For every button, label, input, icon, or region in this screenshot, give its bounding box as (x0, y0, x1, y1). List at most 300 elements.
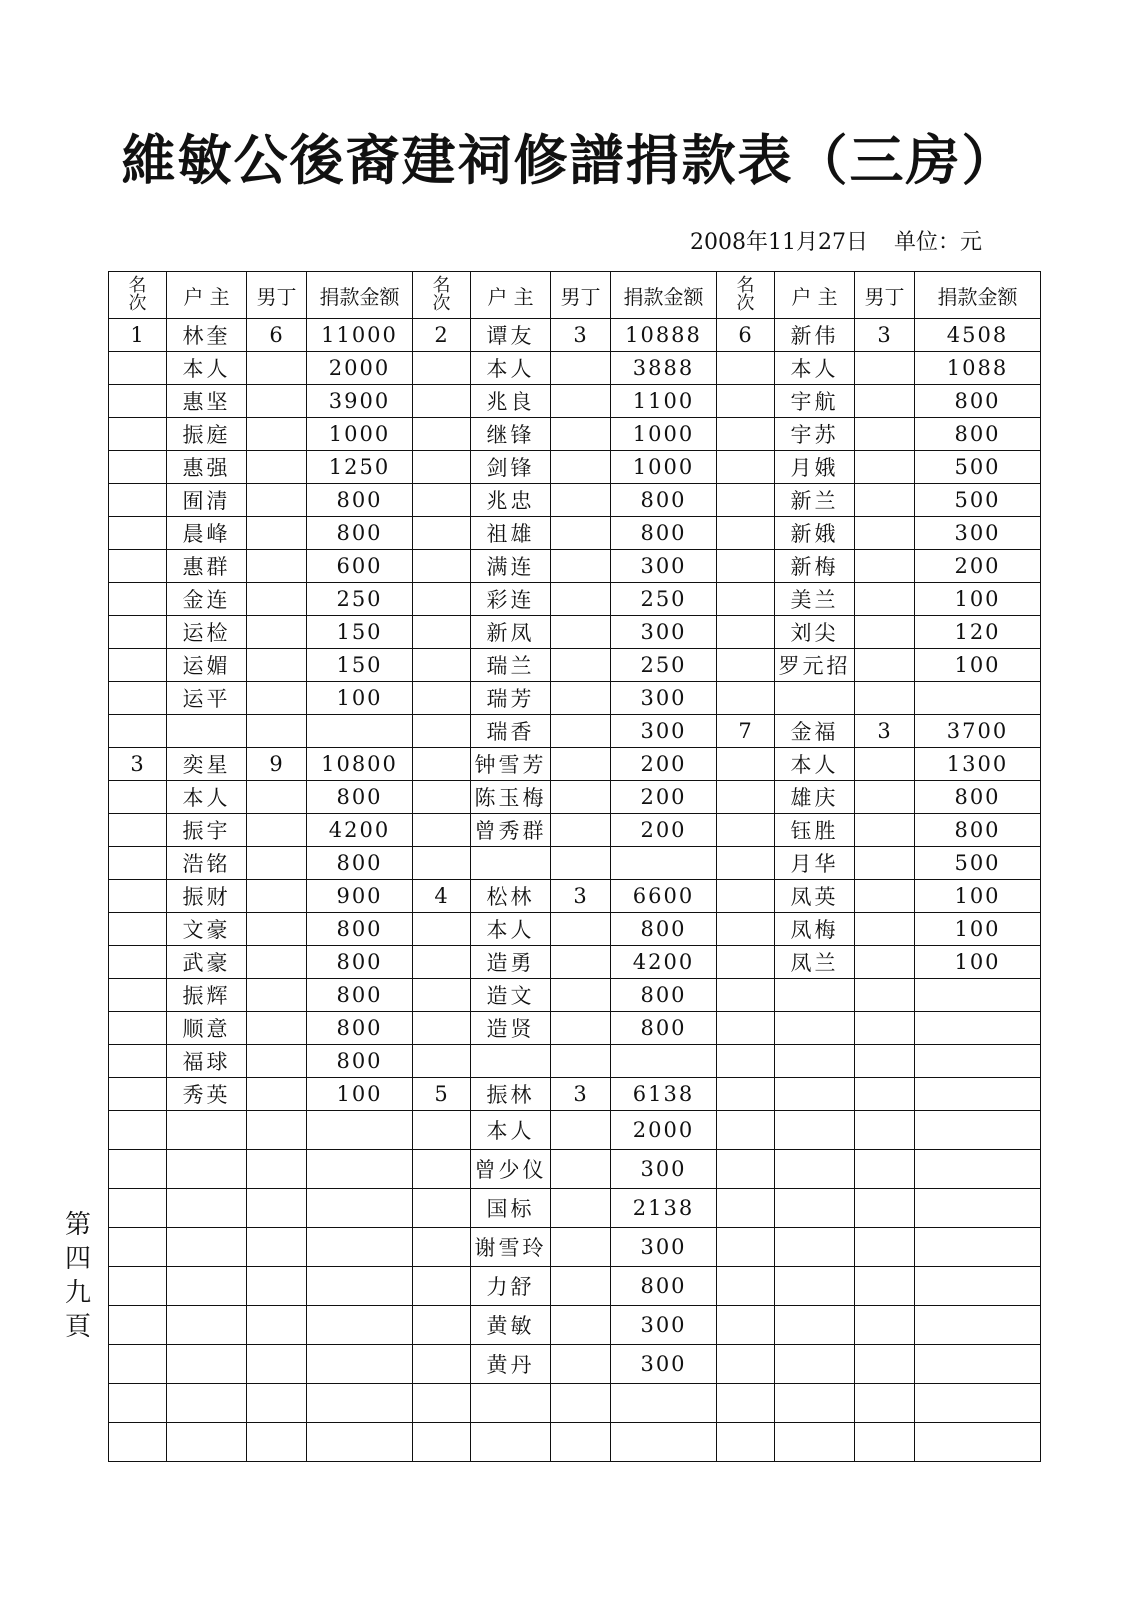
sons-cell (247, 418, 307, 451)
householder-cell: 本人 (471, 913, 551, 946)
rank-cell (413, 1306, 471, 1345)
amount-cell: 800 (611, 979, 717, 1012)
sons-cell (855, 418, 915, 451)
householder-cell: 美兰 (775, 583, 855, 616)
amount-cell (915, 1045, 1041, 1078)
sons-cell (247, 1306, 307, 1345)
sons-cell (855, 1267, 915, 1306)
amount-cell (307, 1111, 413, 1150)
householder-cell: 顺意 (167, 1012, 247, 1045)
rank-cell (717, 880, 775, 913)
amount-cell: 500 (915, 451, 1041, 484)
householder-cell: 黄敏 (471, 1306, 551, 1345)
rank-cell (717, 1345, 775, 1384)
sons-cell (247, 352, 307, 385)
table-row (109, 1384, 1041, 1423)
rank-cell (413, 1150, 471, 1189)
amount-cell: 1000 (611, 451, 717, 484)
sons-cell (551, 748, 611, 781)
householder-cell: 刘尖 (775, 616, 855, 649)
householder-cell (775, 1267, 855, 1306)
amount-cell: 1088 (915, 352, 1041, 385)
rank-cell (717, 1111, 775, 1150)
rank-cell (413, 1111, 471, 1150)
table-row (109, 583, 1041, 616)
sons-cell (551, 1111, 611, 1150)
rank-cell (413, 1228, 471, 1267)
amount-cell: 300 (611, 616, 717, 649)
householder-cell (167, 715, 247, 748)
householder-cell (775, 1111, 855, 1150)
rank-cell (109, 1228, 167, 1267)
sons-cell (551, 385, 611, 418)
amount-cell: 100 (915, 946, 1041, 979)
sons-cell (855, 1150, 915, 1189)
rank-cell (413, 616, 471, 649)
sons-cell (855, 748, 915, 781)
amount-cell: 300 (611, 1345, 717, 1384)
sons-cell (247, 1267, 307, 1306)
rank-cell (717, 1078, 775, 1111)
amount-cell: 6600 (611, 880, 717, 913)
rank-cell (413, 1423, 471, 1462)
rank-cell (717, 1228, 775, 1267)
amount-cell: 4200 (611, 946, 717, 979)
sons-cell (247, 1345, 307, 1384)
table-row (109, 352, 1041, 385)
rank-cell (413, 1189, 471, 1228)
amount-cell: 2000 (307, 352, 413, 385)
table-row (109, 451, 1041, 484)
rank-cell (717, 682, 775, 715)
rank-cell (717, 1150, 775, 1189)
householder-cell (775, 1345, 855, 1384)
sons-cell (247, 550, 307, 583)
table-row (109, 1228, 1041, 1267)
amount-cell: 800 (307, 979, 413, 1012)
householder-cell (167, 1150, 247, 1189)
date-line (690, 225, 982, 256)
rank-cell: 2 (413, 319, 471, 352)
table-row (109, 385, 1041, 418)
sons-cell (247, 1423, 307, 1462)
rank-cell (109, 1012, 167, 1045)
householder-cell: 新梅 (775, 550, 855, 583)
amount-cell (915, 1384, 1041, 1423)
rank-cell (717, 1384, 775, 1423)
document-date: 2008年11月27日 (690, 230, 868, 255)
householder-cell: 本人 (167, 352, 247, 385)
table-row (109, 1012, 1041, 1045)
householder-cell (471, 1384, 551, 1423)
sons-cell (855, 814, 915, 847)
sons-cell (855, 880, 915, 913)
amount-cell: 3900 (307, 385, 413, 418)
sons-cell (855, 1189, 915, 1228)
amount-cell: 1100 (611, 385, 717, 418)
sons-cell (855, 1384, 915, 1423)
householder-cell: 造文 (471, 979, 551, 1012)
donation-table (108, 271, 1041, 1462)
rank-cell (413, 1345, 471, 1384)
sons-cell (855, 550, 915, 583)
document-title: 維敏公後裔建祠修譜捐款表（三房） (121, 129, 1018, 192)
householder-cell: 祖雄 (471, 517, 551, 550)
sons-cell (551, 517, 611, 550)
householder-cell: 浩铭 (167, 847, 247, 880)
amount-cell: 800 (611, 1267, 717, 1306)
amount-cell (611, 1045, 717, 1078)
amount-cell (307, 1423, 413, 1462)
rank-cell (717, 352, 775, 385)
amount-cell: 800 (307, 781, 413, 814)
sons-cell (855, 451, 915, 484)
rank-cell (413, 1267, 471, 1306)
amount-cell (307, 1345, 413, 1384)
sons-cell (247, 484, 307, 517)
sons-cell (551, 946, 611, 979)
rank-cell (717, 385, 775, 418)
householder-cell: 本人 (167, 781, 247, 814)
rank-cell (717, 913, 775, 946)
rank-cell (109, 517, 167, 550)
rank-cell (413, 847, 471, 880)
table-row (109, 319, 1041, 352)
householder-cell (471, 1423, 551, 1462)
sons-cell (551, 1045, 611, 1078)
sons-cell: 3 (551, 880, 611, 913)
rank-cell: 4 (413, 880, 471, 913)
householder-cell: 凤梅 (775, 913, 855, 946)
amount-cell: 800 (307, 946, 413, 979)
rank-cell (109, 385, 167, 418)
header-amount: 捐款金额 (611, 272, 717, 319)
householder-cell: 瑞兰 (471, 649, 551, 682)
rank-cell (717, 748, 775, 781)
householder-cell (167, 1423, 247, 1462)
rank-cell (413, 781, 471, 814)
sons-cell (551, 451, 611, 484)
amount-cell: 800 (307, 1012, 413, 1045)
rank-cell (413, 1384, 471, 1423)
amount-cell (611, 1384, 717, 1423)
amount-cell: 800 (307, 517, 413, 550)
rank-cell (109, 814, 167, 847)
sons-cell (551, 1012, 611, 1045)
table-row (109, 517, 1041, 550)
rank-cell (717, 583, 775, 616)
sons-cell (247, 1045, 307, 1078)
sons-cell (551, 1423, 611, 1462)
householder-cell (775, 1228, 855, 1267)
householder-cell: 运平 (167, 682, 247, 715)
householder-cell (167, 1189, 247, 1228)
table-row (109, 1111, 1041, 1150)
amount-cell: 300 (611, 1228, 717, 1267)
householder-cell: 凤兰 (775, 946, 855, 979)
sons-cell (551, 1189, 611, 1228)
sons-cell (247, 979, 307, 1012)
householder-cell: 林奎 (167, 319, 247, 352)
householder-cell: 惠群 (167, 550, 247, 583)
sons-cell (247, 451, 307, 484)
amount-cell: 250 (611, 649, 717, 682)
table-row (109, 682, 1041, 715)
rank-cell (109, 1045, 167, 1078)
householder-cell (167, 1267, 247, 1306)
sons-cell (551, 1384, 611, 1423)
rank-cell (717, 946, 775, 979)
table-body (109, 319, 1041, 1462)
amount-cell: 3888 (611, 352, 717, 385)
amount-cell (307, 1384, 413, 1423)
header-householder: 户 主 (471, 272, 551, 319)
amount-cell: 200 (611, 781, 717, 814)
householder-cell: 凤英 (775, 880, 855, 913)
sons-cell: 6 (247, 319, 307, 352)
householder-cell (775, 1012, 855, 1045)
sons-cell (855, 781, 915, 814)
amount-cell: 1300 (915, 748, 1041, 781)
householder-cell: 谢雪玲 (471, 1228, 551, 1267)
amount-cell (611, 1423, 717, 1462)
sons-cell (247, 649, 307, 682)
amount-cell: 100 (915, 649, 1041, 682)
householder-cell: 振辉 (167, 979, 247, 1012)
amount-cell (915, 1111, 1041, 1150)
householder-cell: 文豪 (167, 913, 247, 946)
rank-cell (413, 715, 471, 748)
amount-cell: 1000 (307, 418, 413, 451)
rank-cell (413, 814, 471, 847)
sons-cell (551, 1306, 611, 1345)
amount-cell: 4200 (307, 814, 413, 847)
amount-cell: 300 (611, 550, 717, 583)
sons-cell (551, 418, 611, 451)
sons-cell (247, 880, 307, 913)
householder-cell: 造贤 (471, 1012, 551, 1045)
rank-cell (109, 946, 167, 979)
sons-cell (247, 1150, 307, 1189)
amount-cell: 2000 (611, 1111, 717, 1150)
sons-cell (247, 385, 307, 418)
rank-cell (109, 1423, 167, 1462)
sons-cell (247, 1078, 307, 1111)
householder-cell: 满连 (471, 550, 551, 583)
rank-cell: 6 (717, 319, 775, 352)
householder-cell: 晨峰 (167, 517, 247, 550)
amount-cell: 4508 (915, 319, 1041, 352)
table-row (109, 616, 1041, 649)
amount-cell (307, 1306, 413, 1345)
rank-cell (413, 1012, 471, 1045)
sons-cell (247, 583, 307, 616)
table-row (109, 748, 1041, 781)
rank-cell (109, 1267, 167, 1306)
rank-cell (109, 880, 167, 913)
householder-cell: 剑锋 (471, 451, 551, 484)
sons-cell (551, 781, 611, 814)
householder-cell: 本人 (775, 748, 855, 781)
rank-cell (717, 781, 775, 814)
rank-cell (109, 451, 167, 484)
amount-cell: 100 (307, 1078, 413, 1111)
table-row (109, 913, 1041, 946)
rank-cell: 3 (109, 748, 167, 781)
amount-cell (915, 1267, 1041, 1306)
sons-cell (855, 1111, 915, 1150)
sons-cell: 3 (551, 319, 611, 352)
rank-cell (717, 979, 775, 1012)
amount-cell (915, 1012, 1041, 1045)
sons-cell (247, 1111, 307, 1150)
rank-cell: 7 (717, 715, 775, 748)
sons-cell (247, 517, 307, 550)
amount-cell: 10800 (307, 748, 413, 781)
table-row (109, 1306, 1041, 1345)
sons-cell: 9 (247, 748, 307, 781)
amount-cell: 600 (307, 550, 413, 583)
rank-cell (109, 418, 167, 451)
householder-cell: 曾少仪 (471, 1150, 551, 1189)
sons-cell (551, 484, 611, 517)
sons-cell (855, 649, 915, 682)
householder-cell: 国标 (471, 1189, 551, 1228)
rank-cell (413, 352, 471, 385)
amount-cell (915, 1189, 1041, 1228)
sons-cell (247, 1228, 307, 1267)
amount-cell: 200 (611, 814, 717, 847)
householder-cell (775, 1384, 855, 1423)
sons-cell (247, 1012, 307, 1045)
householder-cell: 本人 (471, 352, 551, 385)
rank-cell (109, 550, 167, 583)
table-row (109, 484, 1041, 517)
amount-cell: 900 (307, 880, 413, 913)
table-row (109, 880, 1041, 913)
table-header-row (109, 272, 1041, 319)
table-row (109, 550, 1041, 583)
rank-cell (413, 517, 471, 550)
householder-cell: 秀英 (167, 1078, 247, 1111)
amount-cell (307, 1267, 413, 1306)
householder-cell: 武豪 (167, 946, 247, 979)
rank-cell (413, 1045, 471, 1078)
householder-cell: 囿清 (167, 484, 247, 517)
sons-cell (855, 1228, 915, 1267)
page-number: 第 四 九 頁 (64, 1210, 91, 1342)
amount-cell (915, 682, 1041, 715)
householder-cell (775, 682, 855, 715)
rank-cell (109, 484, 167, 517)
rank-cell (717, 517, 775, 550)
householder-cell: 振宇 (167, 814, 247, 847)
householder-cell: 松林 (471, 880, 551, 913)
householder-cell (167, 1228, 247, 1267)
table-row (109, 1078, 1041, 1111)
householder-cell: 瑞香 (471, 715, 551, 748)
rank-cell (717, 1267, 775, 1306)
amount-cell: 100 (915, 880, 1041, 913)
sons-cell (551, 1228, 611, 1267)
householder-cell: 惠坚 (167, 385, 247, 418)
rank-cell (109, 616, 167, 649)
sons-cell (855, 517, 915, 550)
sons-cell (551, 1150, 611, 1189)
amount-cell (915, 1150, 1041, 1189)
rank-cell (717, 550, 775, 583)
sons-cell (247, 913, 307, 946)
rank-cell (413, 649, 471, 682)
householder-cell (471, 1045, 551, 1078)
householder-cell: 振庭 (167, 418, 247, 451)
header-rank: 名 次 (413, 272, 471, 319)
table-row (109, 1150, 1041, 1189)
householder-cell: 本人 (471, 1111, 551, 1150)
header-amount: 捐款金额 (307, 272, 413, 319)
header-sons: 男丁 (551, 272, 611, 319)
sons-cell (855, 1012, 915, 1045)
householder-cell: 新兰 (775, 484, 855, 517)
householder-cell: 雄庆 (775, 781, 855, 814)
householder-cell: 钰胜 (775, 814, 855, 847)
sons-cell (551, 913, 611, 946)
householder-cell: 运媚 (167, 649, 247, 682)
table-row (109, 1045, 1041, 1078)
amount-cell: 800 (307, 847, 413, 880)
householder-cell: 振财 (167, 880, 247, 913)
rank-cell (717, 814, 775, 847)
householder-cell (167, 1384, 247, 1423)
rank-cell (717, 649, 775, 682)
householder-cell (775, 1078, 855, 1111)
amount-cell (307, 1189, 413, 1228)
sons-cell (551, 649, 611, 682)
rank-cell (109, 847, 167, 880)
sons-cell (551, 682, 611, 715)
householder-cell (775, 1423, 855, 1462)
table-row (109, 979, 1041, 1012)
amount-cell (915, 979, 1041, 1012)
amount-cell: 500 (915, 847, 1041, 880)
rank-cell (717, 1423, 775, 1462)
sons-cell (551, 979, 611, 1012)
householder-cell (167, 1306, 247, 1345)
householder-cell: 继锋 (471, 418, 551, 451)
amount-cell (915, 1345, 1041, 1384)
amount-cell: 300 (611, 715, 717, 748)
amount-cell: 1250 (307, 451, 413, 484)
householder-cell (775, 979, 855, 1012)
header-rank: 名 次 (717, 272, 775, 319)
amount-cell: 800 (915, 418, 1041, 451)
header-householder: 户 主 (775, 272, 855, 319)
householder-cell: 运检 (167, 616, 247, 649)
amount-cell: 200 (611, 748, 717, 781)
sons-cell (855, 946, 915, 979)
amount-cell: 250 (611, 583, 717, 616)
amount-cell: 250 (307, 583, 413, 616)
amount-cell: 150 (307, 649, 413, 682)
currency-unit: 单位：元 (893, 230, 982, 255)
amount-cell: 100 (915, 913, 1041, 946)
amount-cell: 2138 (611, 1189, 717, 1228)
sons-cell (855, 1045, 915, 1078)
rank-cell (717, 484, 775, 517)
rank-cell (109, 1078, 167, 1111)
table-row (109, 1423, 1041, 1462)
householder-cell (471, 847, 551, 880)
